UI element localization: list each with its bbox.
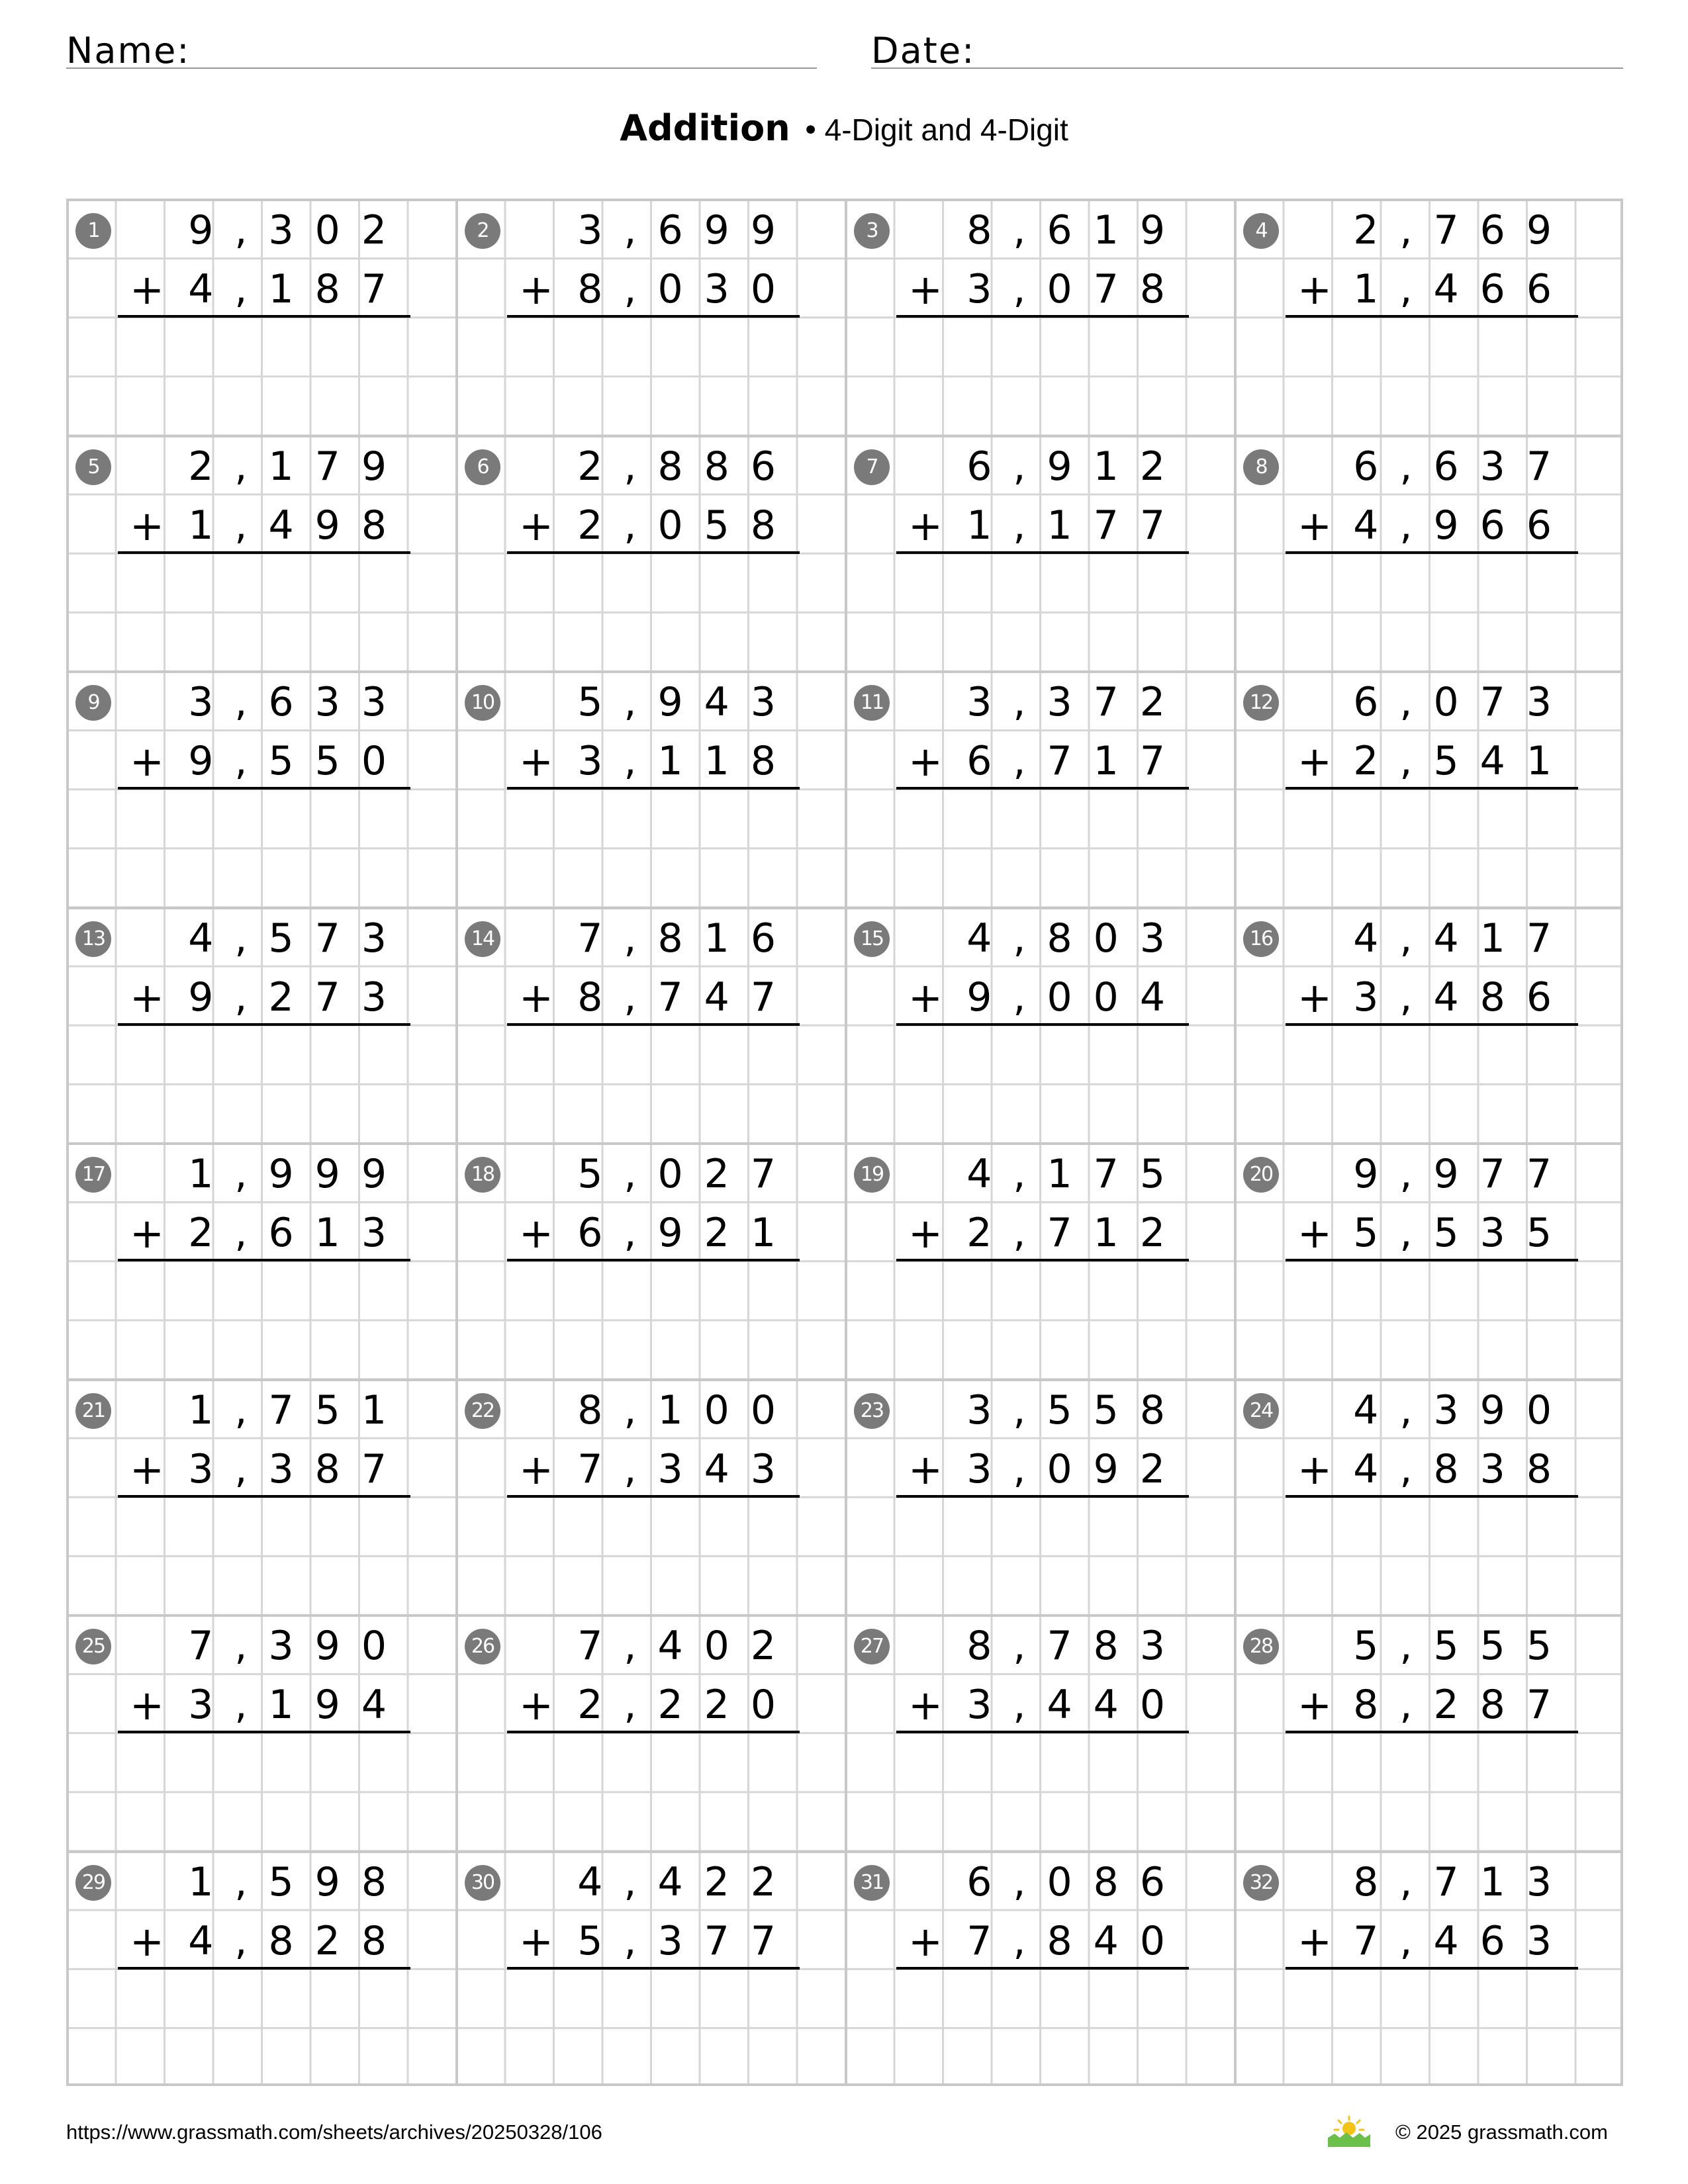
addend-bottom-value: 3,078 (966, 266, 1186, 312)
problem-number-badge: 20 (1243, 1157, 1279, 1193)
addend-bottom (188, 1912, 408, 1971)
addend-bottom-value: 2,058 (577, 502, 797, 549)
answer-rule-line (896, 1731, 1189, 1733)
problem-24[interactable] (1234, 1379, 1623, 1615)
addend-top-value: 4,422 (577, 1858, 797, 1905)
addend-bottom (188, 732, 408, 791)
answer-rule-line (507, 1495, 800, 1498)
addend-top-value: 1,751 (188, 1387, 408, 1433)
addend-top (188, 1617, 408, 1676)
answer-rule-line (896, 1259, 1189, 1261)
problem-number-badge: 26 (465, 1629, 500, 1664)
addend-top (577, 673, 797, 732)
plus-sign: + (130, 1209, 185, 1257)
addend-top-value: 8,713 (1353, 1858, 1573, 1905)
problem-26[interactable] (455, 1614, 845, 1850)
addend-top (1353, 437, 1573, 496)
addend-top-value: 7,816 (577, 915, 797, 962)
plus-sign: + (519, 1445, 575, 1494)
addend-bottom-value: 2,613 (188, 1210, 408, 1256)
addend-bottom (577, 496, 797, 555)
addend-top (1353, 909, 1573, 968)
addend-bottom-value: 7,840 (966, 1917, 1186, 1964)
addend-top (966, 673, 1186, 732)
problem-19[interactable] (845, 1142, 1234, 1379)
problem-number-badge: 23 (854, 1393, 890, 1429)
answer-rule-line (118, 1967, 410, 1970)
addend-bottom (1353, 1204, 1573, 1263)
addend-bottom-value: 4,966 (1353, 502, 1573, 549)
addend-top-value: 5,943 (577, 679, 797, 725)
addend-top (577, 1617, 797, 1676)
problem-number-badge: 29 (75, 1865, 111, 1901)
addend-bottom-value: 2,220 (577, 1682, 797, 1728)
addend-top (577, 1145, 797, 1204)
addend-top (577, 1381, 797, 1440)
problem-number-badge: 24 (1243, 1393, 1279, 1429)
addend-bottom (577, 968, 797, 1027)
problem-number-badge: 3 (854, 213, 890, 249)
plus-sign: + (519, 973, 575, 1022)
addend-top (188, 1853, 408, 1912)
addend-bottom-value: 3,118 (577, 738, 797, 784)
problem-number-badge: 9 (75, 685, 111, 721)
answer-rule-line (507, 1731, 800, 1733)
plus-sign: + (908, 1681, 964, 1729)
addend-top (577, 201, 797, 260)
plus-sign: + (519, 501, 575, 550)
addend-top-value: 3,699 (577, 207, 797, 253)
answer-rule-line (507, 787, 800, 790)
answer-rule-line (896, 1023, 1189, 1026)
plus-sign: + (130, 1917, 185, 1966)
problem-number-badge: 18 (465, 1157, 500, 1193)
problem-number-badge: 19 (854, 1157, 890, 1193)
problem-number-badge: 31 (854, 1865, 890, 1901)
answer-rule-line (118, 1023, 410, 1026)
addend-top-value: 3,372 (966, 679, 1186, 725)
problem-25[interactable] (66, 1614, 455, 1850)
addend-bottom (1353, 732, 1573, 791)
addend-bottom (577, 1676, 797, 1735)
answer-rule-line (896, 1967, 1189, 1970)
answer-rule-line (1286, 1023, 1578, 1026)
addend-bottom-value: 2,541 (1353, 738, 1573, 784)
addend-bottom-value: 8,287 (1353, 1682, 1573, 1728)
plus-sign: + (1297, 265, 1353, 314)
problem-15[interactable] (845, 907, 1234, 1143)
plus-sign: + (908, 265, 964, 314)
addend-bottom (188, 968, 408, 1027)
problem-7[interactable] (845, 435, 1234, 671)
plus-sign: + (1297, 1445, 1353, 1494)
addend-top (966, 437, 1186, 496)
addend-top-value: 1,598 (188, 1858, 408, 1905)
problem-number-badge: 10 (465, 685, 500, 721)
plus-sign: + (1297, 1681, 1353, 1729)
problem-number-badge: 5 (75, 449, 111, 485)
problem-6[interactable] (455, 435, 845, 671)
addend-top-value: 9,977 (1353, 1151, 1573, 1197)
problem-8[interactable] (1234, 435, 1623, 671)
addend-bottom-value: 9,273 (188, 974, 408, 1021)
addend-top-value: 5,027 (577, 1151, 797, 1197)
addend-top-value: 4,803 (966, 915, 1186, 962)
addend-bottom (577, 1912, 797, 1971)
problem-31[interactable] (845, 1850, 1234, 2087)
addend-bottom (188, 1676, 408, 1735)
addend-bottom-value: 9,004 (966, 974, 1186, 1021)
addend-top-value: 8,100 (577, 1387, 797, 1433)
problem-number-badge: 25 (75, 1629, 111, 1664)
addend-bottom-value: 8,030 (577, 266, 797, 312)
date-label: Date: (871, 30, 976, 71)
addend-top-value: 2,179 (188, 443, 408, 490)
answer-rule-line (896, 551, 1189, 554)
addend-bottom-value: 4,187 (188, 266, 408, 312)
answer-rule-line (1286, 1967, 1578, 1970)
addend-top (1353, 201, 1573, 260)
addend-top-value: 7,390 (188, 1623, 408, 1669)
addend-bottom-value: 5,535 (1353, 1210, 1573, 1256)
sun-over-grass-icon (1325, 2114, 1373, 2148)
plus-sign: + (519, 1917, 575, 1966)
answer-rule-line (118, 551, 410, 554)
answer-rule-line (118, 1259, 410, 1261)
plus-sign: + (130, 1445, 185, 1494)
addend-bottom (577, 260, 797, 319)
problem-number-badge: 4 (1243, 213, 1279, 249)
title-main: Addition (620, 107, 790, 149)
answer-rule-line (118, 1495, 410, 1498)
problem-number-badge: 6 (465, 449, 500, 485)
answer-rule-line (507, 1023, 800, 1026)
addend-top-value: 6,073 (1353, 679, 1573, 725)
problem-number-badge: 15 (854, 921, 890, 957)
answer-rule-line (896, 787, 1189, 790)
problem-number-badge: 1 (75, 213, 111, 249)
addend-bottom-value: 8,747 (577, 974, 797, 1021)
addend-bottom (188, 1440, 408, 1499)
problem-16[interactable] (1234, 907, 1623, 1143)
problem-number-badge: 22 (465, 1393, 500, 1429)
footer-copyright: © 2025 grassmath.com (1395, 2120, 1608, 2144)
addend-bottom-value: 4,828 (188, 1917, 408, 1964)
addend-top-value: 4,175 (966, 1151, 1186, 1197)
plus-sign: + (130, 501, 185, 550)
answer-rule-line (507, 551, 800, 554)
date-line (871, 68, 1623, 69)
addend-top-value: 7,402 (577, 1623, 797, 1669)
addend-bottom-value: 3,194 (188, 1682, 408, 1728)
addend-bottom-value: 3,486 (1353, 974, 1573, 1021)
problem-32[interactable] (1234, 1850, 1623, 2087)
addend-top (966, 1617, 1186, 1676)
problem-1[interactable] (66, 199, 455, 435)
plus-sign: + (1297, 1917, 1353, 1966)
problem-9[interactable] (66, 670, 455, 907)
addend-bottom (1353, 1912, 1573, 1971)
addend-top (1353, 1617, 1573, 1676)
addend-bottom (188, 496, 408, 555)
plus-sign: + (908, 1209, 964, 1257)
problem-number-badge: 7 (854, 449, 890, 485)
addend-bottom-value: 4,838 (1353, 1445, 1573, 1492)
addend-bottom (1353, 496, 1573, 555)
addend-top (966, 1853, 1186, 1912)
addend-top-value: 8,783 (966, 1623, 1186, 1669)
problem-number-badge: 28 (1243, 1629, 1279, 1664)
answer-rule-line (1286, 551, 1578, 554)
problem-number-badge: 12 (1243, 685, 1279, 721)
answer-rule-line (118, 315, 410, 318)
plus-sign: + (130, 973, 185, 1022)
problem-14[interactable] (455, 907, 845, 1143)
addend-bottom-value: 6,921 (577, 1210, 797, 1256)
answer-rule-line (118, 787, 410, 790)
problem-27[interactable] (845, 1614, 1234, 1850)
addend-top-value: 9,302 (188, 207, 408, 253)
addend-bottom (966, 968, 1186, 1027)
plus-sign: + (908, 973, 964, 1022)
answer-rule-line (1286, 315, 1578, 318)
addend-top (966, 1381, 1186, 1440)
addend-top (577, 909, 797, 968)
answer-rule-line (1286, 787, 1578, 790)
addend-bottom-value: 7,343 (577, 1445, 797, 1492)
addend-bottom-value: 6,717 (966, 738, 1186, 784)
plus-sign: + (130, 737, 185, 786)
plus-sign: + (1297, 737, 1353, 786)
problem-18[interactable] (455, 1142, 845, 1379)
addend-bottom-value: 1,466 (1353, 266, 1573, 312)
answer-rule-line (896, 1495, 1189, 1498)
problem-22[interactable] (455, 1379, 845, 1615)
problem-13[interactable] (66, 907, 455, 1143)
problem-5[interactable] (66, 435, 455, 671)
footer-url: https://www.grassmath.com/sheets/archives/20250328/106 (66, 2120, 602, 2144)
addend-top-value: 5,555 (1353, 1623, 1573, 1669)
addend-top (188, 909, 408, 968)
plus-sign: + (1297, 501, 1353, 550)
addend-bottom (966, 1912, 1186, 1971)
addend-top (1353, 673, 1573, 732)
problem-4[interactable] (1234, 199, 1623, 435)
answer-rule-line (1286, 1495, 1578, 1498)
answer-rule-line (896, 315, 1189, 318)
problem-3[interactable] (845, 199, 1234, 435)
addend-bottom (188, 1204, 408, 1263)
plus-sign: + (908, 1445, 964, 1494)
problem-20[interactable] (1234, 1142, 1623, 1379)
name-label: Name: (66, 30, 191, 71)
problem-17[interactable] (66, 1142, 455, 1379)
addend-bottom (1353, 1676, 1573, 1735)
addend-bottom (577, 732, 797, 791)
addend-top-value: 8,619 (966, 207, 1186, 253)
problem-number-badge: 8 (1243, 449, 1279, 485)
addend-top (966, 909, 1186, 968)
addend-bottom-value: 3,440 (966, 1682, 1186, 1728)
answer-rule-line (507, 1259, 800, 1261)
addend-bottom (966, 1440, 1186, 1499)
addend-bottom (1353, 1440, 1573, 1499)
addend-top-value: 4,417 (1353, 915, 1573, 962)
addend-bottom (577, 1204, 797, 1263)
problem-10[interactable] (455, 670, 845, 907)
problem-number-badge: 21 (75, 1393, 111, 1429)
problem-number-badge: 30 (465, 1865, 500, 1901)
plus-sign: + (130, 1681, 185, 1729)
problem-2[interactable] (455, 199, 845, 435)
plus-sign: + (908, 737, 964, 786)
addend-top (1353, 1145, 1573, 1204)
answer-rule-line (507, 315, 800, 318)
problem-number-badge: 16 (1243, 921, 1279, 957)
problem-number-badge: 14 (465, 921, 500, 957)
addend-bottom-value: 3,092 (966, 1445, 1186, 1492)
addend-top (188, 437, 408, 496)
title-subtitle: 4-Digit and 4-Digit (824, 113, 1068, 147)
addend-top-value: 4,390 (1353, 1387, 1573, 1433)
addend-bottom-value: 1,498 (188, 502, 408, 549)
addend-top-value: 2,886 (577, 443, 797, 490)
addend-bottom-value: 2,712 (966, 1210, 1186, 1256)
problem-number-badge: 11 (854, 685, 890, 721)
addend-top-value: 2,769 (1353, 207, 1573, 253)
problem-grid (66, 199, 1623, 2086)
addend-bottom (966, 1676, 1186, 1735)
plus-sign: + (908, 1917, 964, 1966)
worksheet-title (0, 105, 1688, 161)
answer-rule-line (1286, 1731, 1578, 1733)
problem-number-badge: 32 (1243, 1865, 1279, 1901)
problem-number-badge: 17 (75, 1157, 111, 1193)
addend-top (966, 201, 1186, 260)
plus-sign: + (519, 265, 575, 314)
addend-bottom (1353, 968, 1573, 1027)
answer-rule-line (507, 1967, 800, 1970)
addend-top-value: 1,999 (188, 1151, 408, 1197)
addend-bottom-value: 1,177 (966, 502, 1186, 549)
addend-bottom (1353, 260, 1573, 319)
plus-sign: + (908, 501, 964, 550)
plus-sign: + (1297, 973, 1353, 1022)
problem-23[interactable] (845, 1379, 1234, 1615)
addend-top (577, 437, 797, 496)
addend-bottom (966, 1204, 1186, 1263)
addend-top-value: 6,637 (1353, 443, 1573, 490)
date-field[interactable] (871, 24, 1623, 69)
addend-bottom (188, 260, 408, 319)
answer-rule-line (118, 1731, 410, 1733)
addend-top (1353, 1853, 1573, 1912)
addend-top (966, 1145, 1186, 1204)
addend-bottom-value: 5,377 (577, 1917, 797, 1964)
title-separator: • (802, 114, 820, 148)
problem-12[interactable] (1234, 670, 1623, 907)
name-field[interactable] (66, 24, 817, 69)
addend-bottom-value: 3,387 (188, 1445, 408, 1492)
addend-bottom (577, 1440, 797, 1499)
addend-top (1353, 1381, 1573, 1440)
addend-top-value: 6,912 (966, 443, 1186, 490)
problem-28[interactable] (1234, 1614, 1623, 1850)
plus-sign: + (519, 1681, 575, 1729)
addend-top (577, 1853, 797, 1912)
problem-21[interactable] (66, 1379, 455, 1615)
addend-top (188, 673, 408, 732)
problem-number-badge: 13 (75, 921, 111, 957)
plus-sign: + (1297, 1209, 1353, 1257)
addend-top-value: 3,633 (188, 679, 408, 725)
addend-top-value: 6,086 (966, 1858, 1186, 1905)
addend-bottom (966, 732, 1186, 791)
problem-number-badge: 2 (465, 213, 500, 249)
addend-bottom-value: 7,463 (1353, 1917, 1573, 1964)
plus-sign: + (130, 265, 185, 314)
plus-sign: + (519, 737, 575, 786)
problem-number-badge: 27 (854, 1629, 890, 1664)
plus-sign: + (519, 1209, 575, 1257)
addend-top (188, 1381, 408, 1440)
problem-29[interactable] (66, 1850, 455, 2087)
addend-bottom (966, 496, 1186, 555)
problem-30[interactable] (455, 1850, 845, 2087)
name-line (66, 68, 817, 69)
problem-11[interactable] (845, 670, 1234, 907)
addend-top (188, 201, 408, 260)
addend-top-value: 3,558 (966, 1387, 1186, 1433)
addend-top (188, 1145, 408, 1204)
addend-bottom-value: 9,550 (188, 738, 408, 784)
addend-top-value: 4,573 (188, 915, 408, 962)
addend-bottom (966, 260, 1186, 319)
answer-rule-line (1286, 1259, 1578, 1261)
